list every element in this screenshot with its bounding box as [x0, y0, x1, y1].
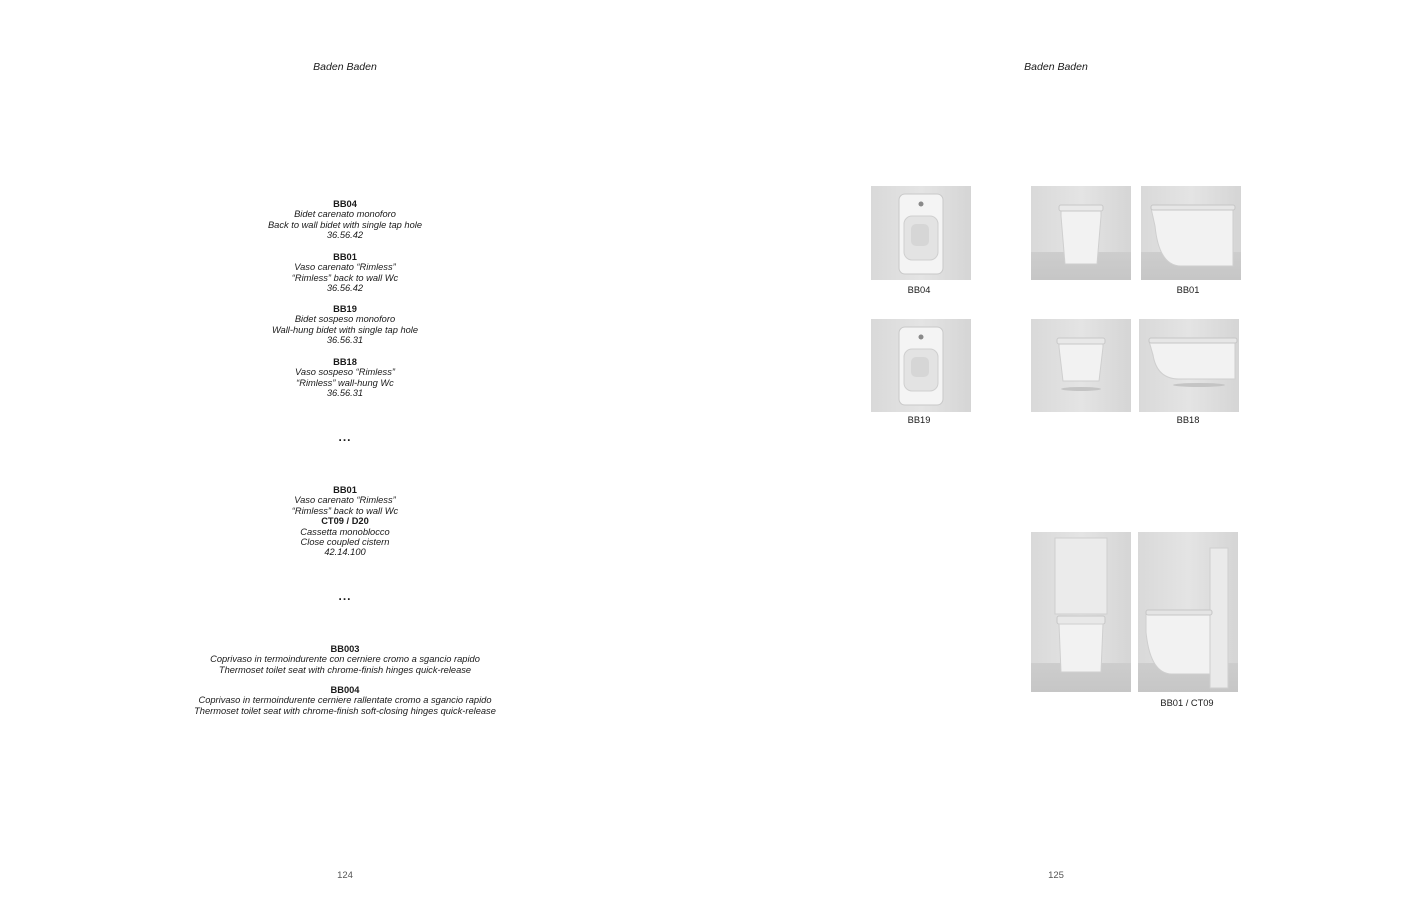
product-bb18-text	[135, 357, 555, 399]
product-name-en: “Rimless” back to wall Wc	[291, 505, 399, 516]
seat-bb004-text	[85, 685, 605, 716]
product-code: BB01	[333, 252, 357, 262]
product-ref: 36.56.31	[326, 335, 364, 346]
caption-bb04: BB04	[907, 285, 931, 295]
bb01-ct09-front-photo	[1031, 532, 1131, 692]
product-ref: 36.56.31	[326, 388, 364, 399]
product-name-en: Thermoset toilet seat with chrome-finish soft-closing hinges quick-release	[194, 705, 496, 716]
separator-dots: ...	[338, 589, 352, 603]
product-code: BB01	[333, 485, 357, 495]
bb19-photo	[871, 319, 971, 412]
toilet-front-view-icon	[1031, 186, 1131, 280]
close-coupled-toilet-front-icon	[1031, 532, 1131, 692]
product-name-en: Wall-hung bidet with single tap hole	[271, 324, 419, 335]
product-code: BB04	[333, 199, 357, 209]
product-name-it: Bidet carenato monoforo	[294, 209, 396, 220]
wall-hung-toilet-front-icon	[1031, 319, 1131, 412]
product-name-en: Thermoset toilet seat with chrome-finish hinges quick-release	[218, 664, 472, 675]
right-page	[700, 0, 1401, 904]
product-name-en: “Rimless” wall-hung Wc	[296, 377, 394, 388]
bidet-top-view-icon	[871, 319, 971, 412]
bidet-top-view-icon	[871, 186, 971, 280]
bb01-front-photo	[1031, 186, 1131, 280]
bb01-ct09-side-photo	[1138, 532, 1238, 692]
product-code: BB004	[330, 685, 360, 695]
product-name-en: Close coupled cistern	[300, 537, 390, 548]
running-head-left: Baden Baden	[313, 61, 377, 73]
bb01-side-photo	[1141, 186, 1241, 280]
product-code: BB003	[330, 644, 360, 654]
product-bb04-text	[135, 199, 555, 241]
product-ref: 42.14.100	[324, 547, 366, 558]
bb18-side-photo	[1139, 319, 1239, 412]
product-name-it: Cassetta monoblocco	[300, 526, 390, 537]
product-name-it: Coprivaso in termoindurente con cerniere cromo a sgancio rapido	[210, 654, 480, 665]
product-ref: 36.56.42	[326, 283, 364, 294]
caption-bb01: BB01	[1176, 285, 1200, 295]
product-code: BB18	[333, 357, 357, 367]
running-head-right: Baden Baden	[1024, 61, 1088, 73]
caption-bb18: BB18	[1176, 415, 1200, 425]
page-number-left: 124	[337, 870, 353, 881]
caption-bb19: BB19	[907, 415, 931, 425]
product-name-en: Back to wall bidet with single tap hole	[267, 219, 422, 230]
bb04-photo	[871, 186, 971, 280]
product-name-en: “Rimless” back to wall Wc	[291, 272, 399, 283]
product-name-it: Vaso carenato “Rimless”	[294, 495, 396, 506]
toilet-side-view-icon	[1141, 186, 1241, 280]
page-number-right: 125	[1048, 870, 1064, 881]
product-bb01-text	[135, 252, 555, 294]
product-bb19-text	[135, 304, 555, 346]
product-code: BB19	[333, 304, 357, 314]
product-name-it: Vaso carenato “Rimless”	[294, 262, 396, 273]
seat-bb003-text	[85, 644, 605, 675]
combo-bb01-ct09-text	[135, 485, 555, 558]
wall-hung-toilet-side-icon	[1139, 319, 1239, 412]
bb18-front-photo	[1031, 319, 1131, 412]
product-ref: 36.56.42	[326, 230, 364, 241]
caption-bb01-ct09: BB01 / CT09	[1160, 698, 1214, 708]
product-name-it: Vaso sospeso “Rimless”	[295, 367, 395, 378]
product-name-it: Coprivaso in termoindurente cerniere rallentate cromo a sgancio rapido	[198, 695, 492, 706]
separator-dots: ...	[338, 430, 352, 444]
left-page	[0, 0, 700, 904]
product-code: CT09 / D20	[321, 516, 369, 527]
close-coupled-toilet-side-icon	[1138, 532, 1238, 692]
product-name-it: Bidet sospeso monoforo	[294, 314, 396, 325]
